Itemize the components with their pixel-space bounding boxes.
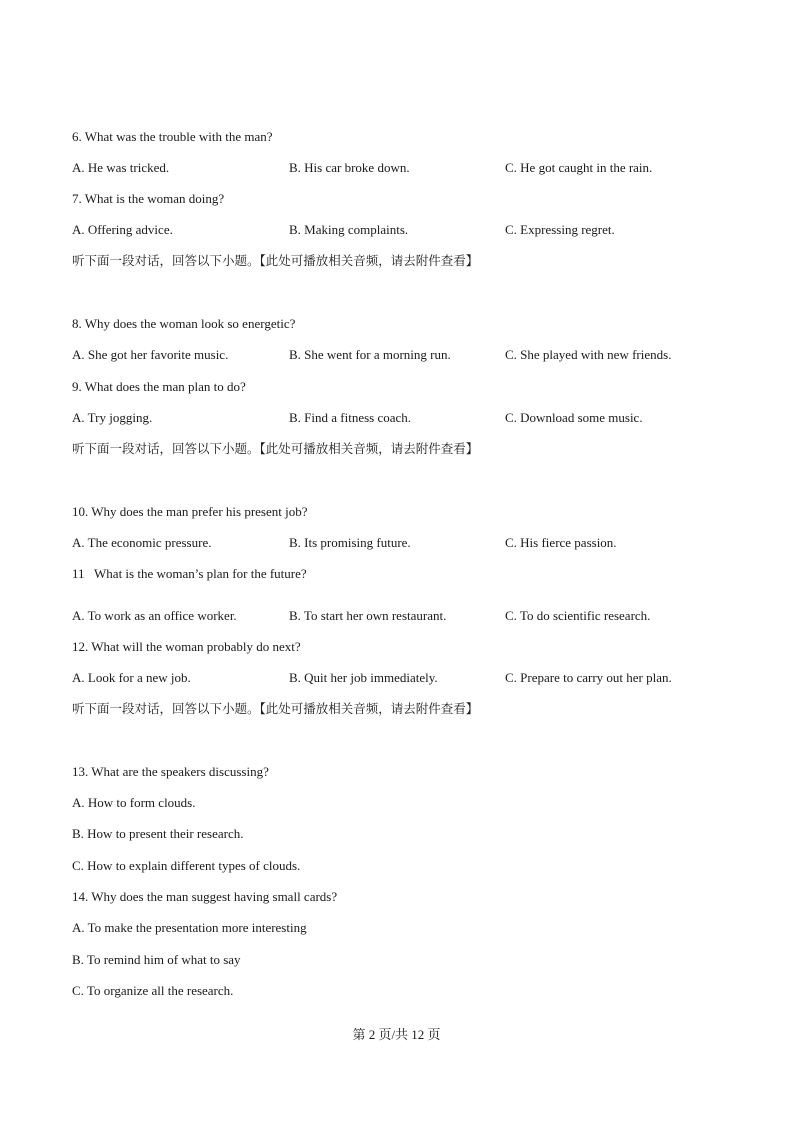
- q13-option-b: B. How to present their research.: [72, 826, 244, 841]
- q10-option-b: B. Its promising future.: [289, 535, 411, 550]
- q6-option-b: B. His car broke down.: [289, 160, 410, 175]
- q8-option-b: B. She went for a morning run.: [289, 347, 451, 362]
- q14-option-a: A. To make the presentation more interesting: [72, 920, 307, 935]
- question-13: 13. What are the speakers discussing?: [72, 764, 269, 779]
- q12-option-b: B. Quit her job immediately.: [289, 670, 438, 685]
- q14-option-b: B. To remind him of what to say: [72, 952, 241, 967]
- listening-instruction-2: 听下面一段对话，回答以下小题。【此处可播放相关音频，请去附件查看】: [72, 441, 479, 456]
- q14-option-c: C. To organize all the research.: [72, 983, 234, 998]
- q7-option-b: B. Making complaints.: [289, 222, 409, 237]
- question-10: 10. Why does the man prefer his present job?: [72, 504, 308, 519]
- question-9: 9. What does the man plan to do?: [72, 379, 246, 394]
- q11-option-a: A. To work as an office worker.: [72, 608, 237, 623]
- listening-instruction-3: 听下面一段对话，回答以下小题。【此处可播放相关音频，请去附件查看】: [72, 701, 479, 716]
- q6-option-c: C. He got caught in the rain.: [505, 160, 653, 175]
- question-8: 8. Why does the woman look so energetic?: [72, 316, 296, 331]
- question-12: 12. What will the woman probably do next?: [72, 639, 301, 654]
- q11-option-c: C. To do scientific research.: [505, 608, 651, 623]
- q6-option-a: A. He was tricked.: [72, 160, 170, 175]
- q9-option-a: A. Try jogging.: [72, 410, 153, 425]
- question-11: 11 What is the woman’s plan for the future?: [72, 566, 307, 581]
- q12-option-c: C. Prepare to carry out her plan.: [505, 670, 672, 685]
- question-6: 6. What was the trouble with the man?: [72, 129, 273, 144]
- q10-option-c: C. His fierce passion.: [505, 535, 617, 550]
- q12-option-a: A. Look for a new job.: [72, 670, 191, 685]
- q13-option-a: A. How to form clouds.: [72, 795, 196, 810]
- q8-option-c: C. She played with new friends.: [505, 347, 672, 362]
- page-number: 第 2 页/共 12 页: [352, 1027, 441, 1042]
- q11-option-b: B. To start her own restaurant.: [289, 608, 447, 623]
- q7-option-c: C. Expressing regret.: [505, 222, 615, 237]
- listening-instruction-1: 听下面一段对话，回答以下小题。【此处可播放相关音频，请去附件查看】: [72, 253, 479, 268]
- q7-option-a: A. Offering advice.: [72, 222, 173, 237]
- question-7: 7. What is the woman doing?: [72, 191, 225, 206]
- q10-option-a: A. The economic pressure.: [72, 535, 212, 550]
- q8-option-a: A. She got her favorite music.: [72, 347, 229, 362]
- question-14: 14. Why does the man suggest having small cards?: [72, 889, 338, 904]
- q13-option-c: C. How to explain different types of clouds.: [72, 858, 301, 873]
- q9-option-b: B. Find a fitness coach.: [289, 410, 412, 425]
- q9-option-c: C. Download some music.: [505, 410, 643, 425]
